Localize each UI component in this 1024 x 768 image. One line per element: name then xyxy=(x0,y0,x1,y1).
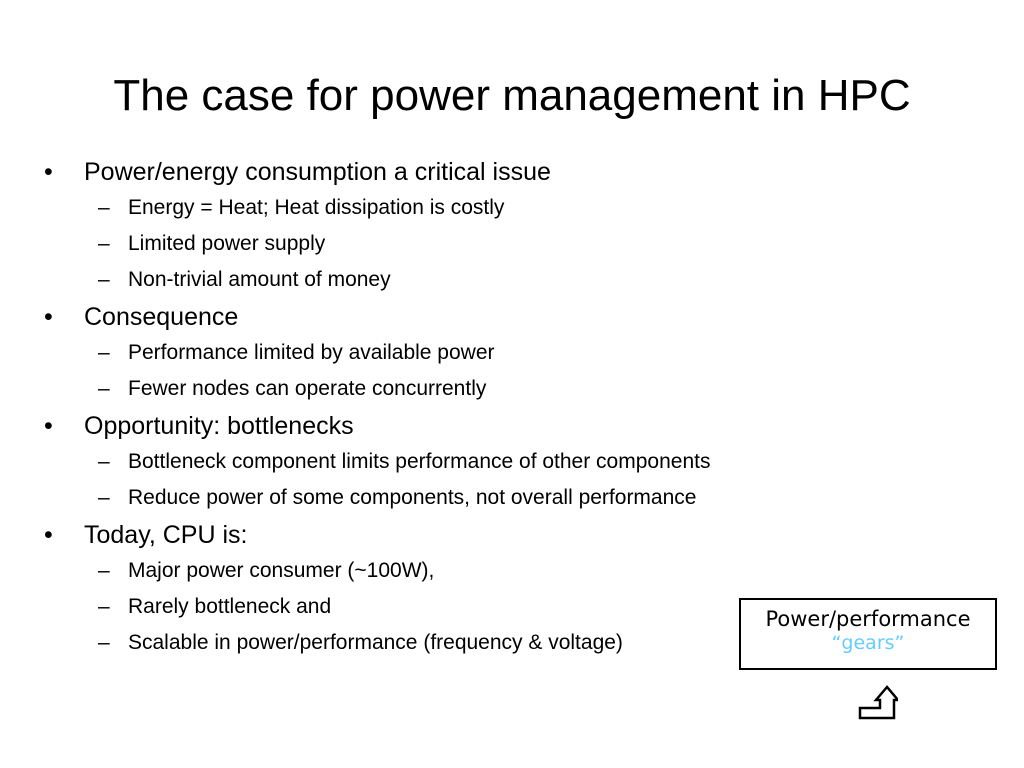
sub-bullet-item xyxy=(42,193,902,223)
sub-bullet-item xyxy=(42,265,902,295)
sub-bullet-text: Performance limited by available power xyxy=(128,341,495,364)
sub-bullet-text: Bottleneck component limits performance of other components xyxy=(128,450,711,473)
sub-bullet-item xyxy=(42,483,902,513)
sub-bullet-item xyxy=(42,338,902,368)
sub-bullet-item xyxy=(42,447,902,477)
sub-bullet-text: Rarely bottleneck and xyxy=(128,595,332,618)
bullet-item xyxy=(42,411,902,441)
bullet-marker: • xyxy=(44,521,53,549)
sub-bullet-item xyxy=(42,556,902,586)
sub-bullet-marker: – xyxy=(98,377,110,400)
sub-bullet-text: Scalable in power/performance (frequency & voltage) xyxy=(128,631,623,654)
callout-main-text: Power/performance xyxy=(765,607,971,631)
sub-bullet-text: Reduce power of some components, not overall performance xyxy=(128,486,697,509)
bullet-item xyxy=(42,302,902,332)
sub-bullet-marker: – xyxy=(98,486,110,509)
up-arrow-outline-icon xyxy=(858,684,898,720)
bullet-marker: • xyxy=(44,158,53,186)
bullet-item xyxy=(42,157,902,187)
sub-bullet-marker: – xyxy=(98,595,110,618)
sub-bullet-item xyxy=(42,374,902,404)
bullet-marker: • xyxy=(44,412,53,440)
bullet-text: Opportunity: bottlenecks xyxy=(84,412,354,440)
bullet-text: Today, CPU is: xyxy=(84,521,248,549)
sub-bullet-marker: – xyxy=(98,196,110,219)
sub-bullet-marker: – xyxy=(98,268,110,291)
sub-bullet-marker: – xyxy=(98,559,110,582)
bullet-list xyxy=(42,150,902,658)
callout-sub-text: “gears” xyxy=(831,632,905,654)
bullet-marker: • xyxy=(44,303,53,331)
gears-callout-box xyxy=(739,598,997,670)
sub-bullet-text: Fewer nodes can operate concurrently xyxy=(128,377,487,400)
sub-bullet-marker: – xyxy=(98,341,110,364)
slide-title: The case for power management in HPC xyxy=(113,71,911,120)
sub-bullet-marker: – xyxy=(98,450,110,473)
sub-bullet-text: Major power consumer (~100W), xyxy=(128,559,435,582)
sub-bullet-marker: – xyxy=(98,631,110,654)
sub-bullet-item xyxy=(42,229,902,259)
sub-bullet-text: Limited power supply xyxy=(128,232,326,255)
bullet-text: Consequence xyxy=(84,303,239,331)
sub-bullet-text: Non-trivial amount of money xyxy=(128,268,391,291)
sub-bullet-text: Energy = Heat; Heat dissipation is costly xyxy=(128,196,505,219)
bullet-text: Power/energy consumption a critical issue xyxy=(84,158,551,186)
bullet-item xyxy=(42,520,902,550)
sub-bullet-marker: – xyxy=(98,232,110,255)
